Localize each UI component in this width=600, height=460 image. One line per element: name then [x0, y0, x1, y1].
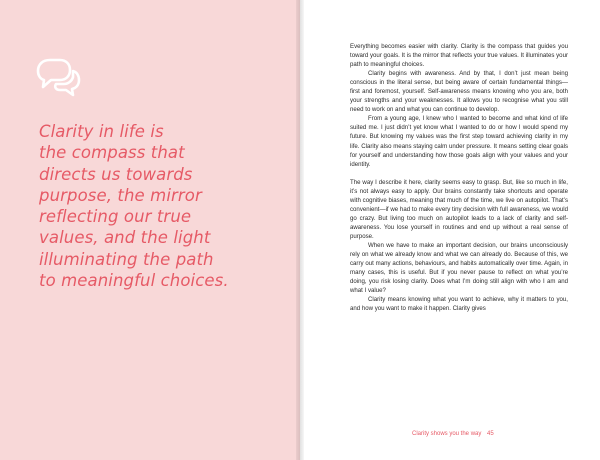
pull-quote-line: purpose, the mirror — [39, 185, 202, 205]
pull-quote-line: to meaningful choices. — [39, 271, 229, 291]
paragraph: When we have to make an important decision, our brains unconsciously rely on what we already know and what we can already do. Because of this, we carry out many actions, behaviours, and habits automatically over time. Again, in many cases, this is useful. But if you never pause to reflect on what you’re doing, you risk losing clarity. Does what I’m doing still align with who I am and what I value? — [350, 241, 568, 295]
speech-bubbles-icon — [34, 55, 82, 99]
pull-quote-line: the compass that — [39, 143, 185, 163]
paragraph: The way I describe it here, clarity seems easy to grasp. But, like so much in life, it’s not always easy to apply. Our brains constantly take shortcuts and operate with cognitive biases, meaning that much of the time, we live on autopilot. That’s convenient—if we had to make every tiny decision with full awareness, we would go crazy. But living too much on autopilot leads to a lack of clarity and self-awareness. You lose yourself in routines and end up without a real sense of purpose. — [350, 178, 568, 240]
running-head: Clarity shows you the way — [412, 431, 482, 437]
pull-quote — [39, 121, 269, 291]
body-text — [350, 42, 568, 313]
pull-quote-line: Clarity in life is — [39, 122, 164, 141]
page-gutter — [296, 0, 304, 460]
pull-quote-line: values, and the light — [39, 228, 211, 248]
paragraph: Clarity begins with awareness. And by that, I don’t just mean being conscious in the literal sense, but being aware of certain fundamental things—first and foremost, yourself. Self-awareness means knowing who you are, both your strengths and your weaknesses. It allows you to recognise what you still need to work on and what you can continue to develop. — [350, 70, 568, 114]
pull-quote-line: directs us towards — [39, 164, 193, 184]
paragraph: Everything becomes easier with clarity. Clarity is the compass that guides you toward your goals. It is the mirror that reflects your true values. It illuminates your path to meaningful choices. — [350, 43, 568, 69]
paragraph: From a young age, I knew who I wanted to become and what kind of life suited me. I just didn’t yet know what I wanted to do or how I would spend my future. But knowing my values was the first step toward achieving clarity in my life. Clarity also means staying calm under pressure. It means setting clear goals for yourself and understanding how those goals align with your values and your identity. — [350, 115, 568, 168]
paragraph: Clarity means knowing what you want to achieve, why it matters to you, and how you want to make it happen. Clarity gives — [350, 296, 568, 313]
pull-quote-line: reflecting our true — [39, 207, 192, 227]
page-number: 45 — [487, 431, 494, 437]
pull-quote-line: illuminating the path — [39, 249, 214, 269]
